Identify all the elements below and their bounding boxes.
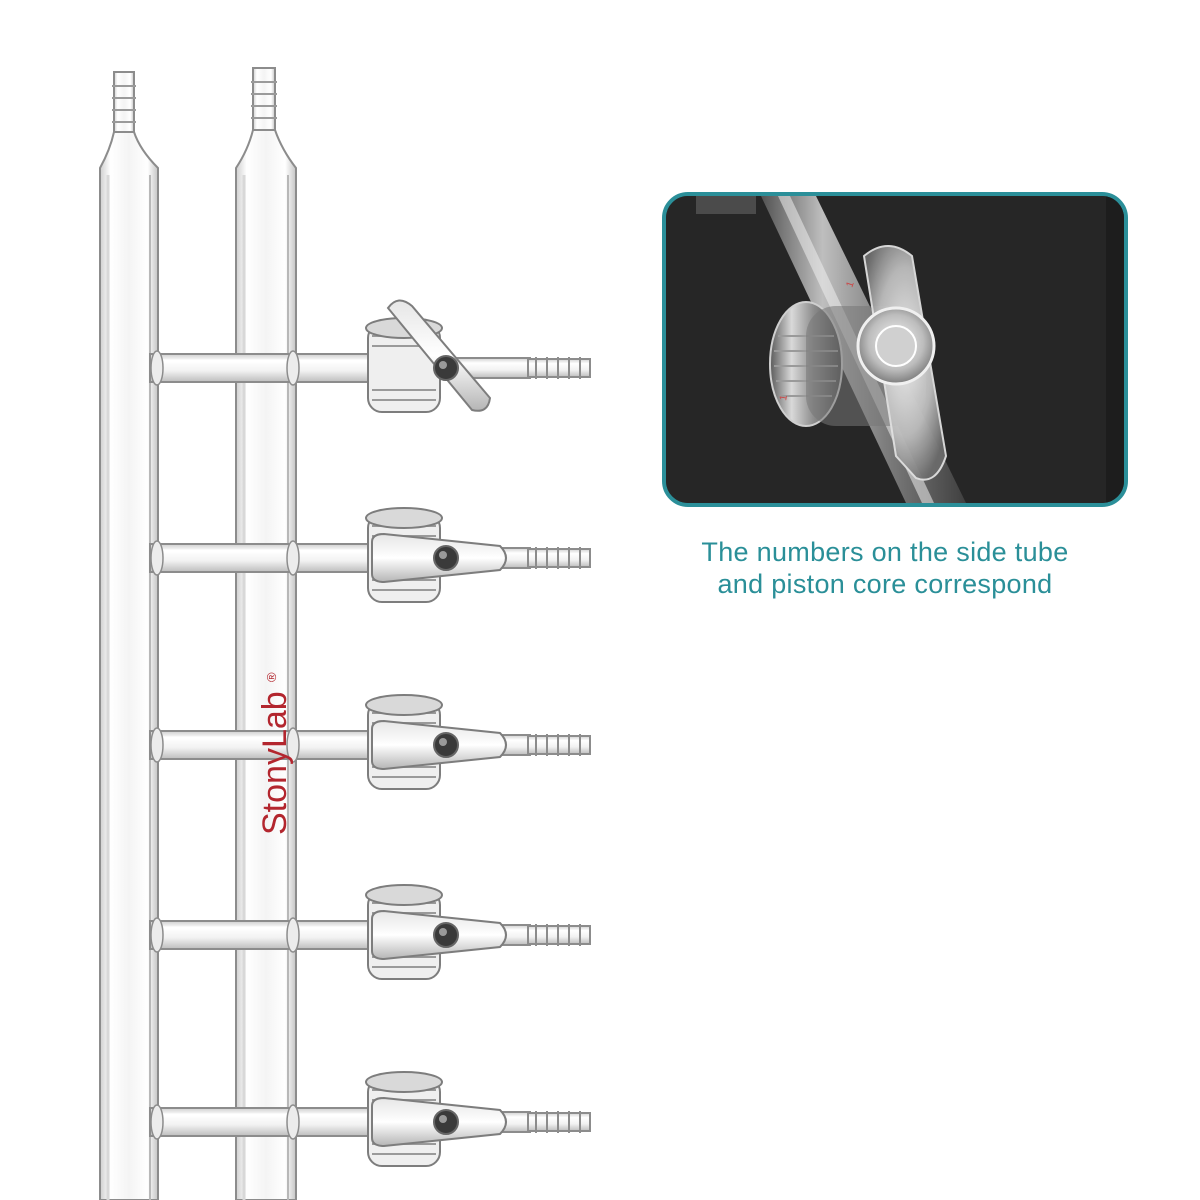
stopcock-closeup-photo xyxy=(666,196,1124,503)
registered-mark: ® xyxy=(264,672,279,682)
svg-text:1: 1 xyxy=(844,280,857,290)
stopcock-4 xyxy=(150,885,590,979)
left-manifold-tube xyxy=(100,72,158,1200)
stopcock-2 xyxy=(150,508,590,602)
stopcock-caption xyxy=(640,536,1130,600)
brand-name-text: StonyLab xyxy=(256,691,294,835)
stonylab-logo xyxy=(210,660,320,840)
svg-text:1: 1 xyxy=(778,394,790,402)
right-manifold-tube xyxy=(236,68,296,1200)
stopcock-closeup-inset xyxy=(662,192,1128,507)
caption-line-2: and piston core correspond xyxy=(717,569,1053,599)
caption-line-1: The numbers on the side tube xyxy=(701,537,1069,567)
stopcock-5 xyxy=(150,1072,590,1166)
stopcock-1 xyxy=(150,300,590,412)
